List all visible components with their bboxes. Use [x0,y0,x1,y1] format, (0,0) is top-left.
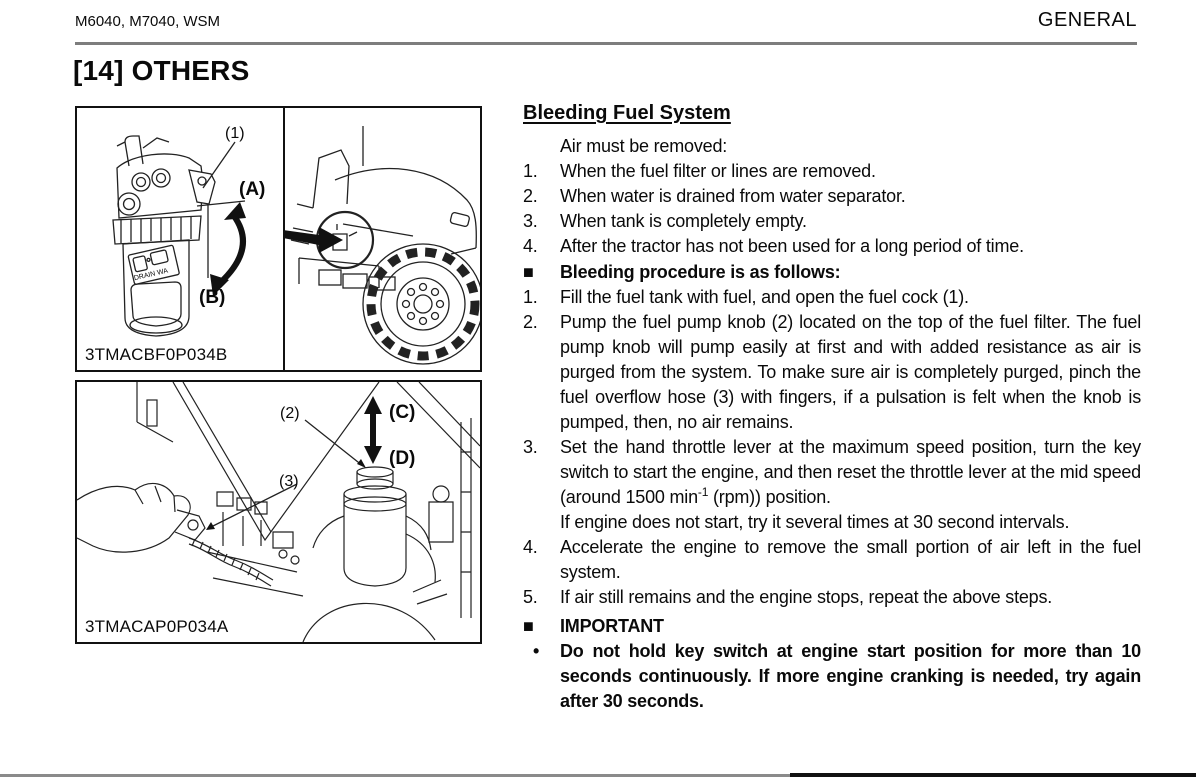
important-text: Do not hold key switch at engine start position for more than 10 seconds continuously. If more engine cranking is needed, try again after 30 seconds. [560,641,1141,711]
list-number: 2. [523,186,538,206]
step-text [560,435,1141,535]
condition-row [523,234,1141,259]
step-text: Accelerate the engine to remove the small portion of air left in the fuel system. [560,537,1141,582]
step-text-part: Set the hand throttle lever at the maximum speed position, turn the key switch to start the engine, and then reset the throttle lever at the mid speed (around 1500 min [560,437,1141,507]
condition-text: When tank is completely empty. [560,211,807,231]
step-number: 2. [523,312,538,332]
condition-text: When the fuel filter or lines are removed. [560,161,876,181]
figure2-caption: 3TMACAP0P034A [85,617,229,636]
step-row [523,310,1141,435]
important-bullet-row [523,639,1141,714]
list-number: 1. [523,161,538,181]
figure2-label-c: (C) [389,402,416,423]
header-section: GENERAL [1037,9,1137,31]
engine-bay-illustration [77,382,480,642]
procedure-header-row [523,260,1141,285]
superscript: -1 [697,485,709,499]
figure1-label-a: (A) [239,179,266,200]
step-row [523,285,1141,310]
footer-rule-black [790,773,1196,777]
figure-fuel-cock [75,106,482,372]
condition-text: When water is drained from water separator. [560,186,906,206]
section-heading: Bleeding Fuel System [523,102,731,124]
sticker-text: DRAIN WA [133,267,169,283]
step-number: 1. [523,287,538,307]
figure1-caption: 3TMACBF0P034B [85,345,228,364]
procedure-section [523,101,1141,714]
figure-fuel-pump-knob [75,380,482,644]
header-model: M6040, M7040, WSM [75,13,221,30]
step-text: If air still remains and the engine stops, repeat the above steps. [560,587,1053,607]
step-text: Fill the fuel tank with fuel, and open the fuel cock (1). [560,287,969,307]
bullet-marker: • [533,641,540,661]
step-text-part: (rpm)) position. [708,487,831,507]
intro-text: Air must be removed: [560,136,728,156]
tractor-location-illustration [283,108,480,370]
fuel-filter-illustration [77,108,281,370]
list-number: 3. [523,211,538,231]
step-text: Pump the fuel pump knob (2) located on the top of the fuel filter. The fuel pump knob will pump easily at first and with added resistance as air is purged from the system. To make sure air is completely purged, pinch the fuel overflow hose (3) with fingers, if a pulsation is felt when the knob is pumped, then, no air remains. [560,312,1141,432]
figure2-label-2: (2) [280,405,300,422]
footer-rule-gray [0,774,790,777]
figure2-label-3: (3) [279,473,299,490]
figure1-label-1: (1) [225,125,245,142]
step-row [523,585,1141,610]
step-number: 3. [523,437,538,457]
step-number: 4. [523,537,538,557]
condition-row [523,209,1141,234]
step-number: 5. [523,587,538,607]
step-subline: If engine does not start, try it several times at 30 second intervals. [560,512,1070,532]
condition-row [523,159,1141,184]
condition-text: After the tractor has not been used for a long period of time. [560,236,1024,256]
procedure-header-text: Bleeding procedure is as follows: [560,262,841,282]
page-title: [14] OTHERS [73,55,250,86]
step-row [523,535,1141,585]
list-number: 4. [523,236,538,256]
figure1-label-b: (B) [199,287,226,308]
step-row [523,435,1141,535]
figure2-label-d: (D) [389,448,416,469]
condition-row [523,184,1141,209]
header-rule [75,42,1137,45]
important-header-text: IMPORTANT [560,616,664,636]
square-bullet-marker: ■ [523,616,534,636]
important-header-row [523,614,1141,639]
square-bullet-marker: ■ [523,262,534,282]
